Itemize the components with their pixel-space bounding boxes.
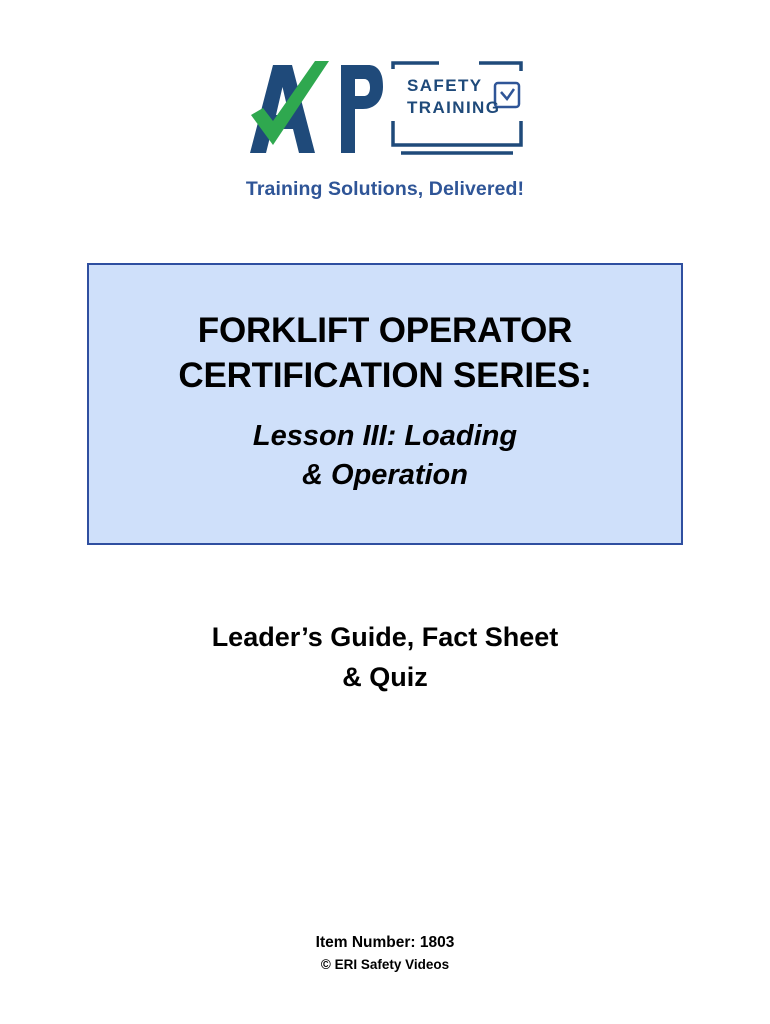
safety-training-lockup: [387, 61, 527, 153]
document-subtitle: [85, 617, 685, 698]
logo-tagline: Training Solutions, Delivered!: [245, 178, 525, 200]
subtitle-line-2: & Operation: [302, 458, 468, 491]
title-line-1: FORKLIFT OPERATOR: [197, 311, 573, 350]
document-subtitle-line-2: & Quiz: [342, 662, 428, 693]
svg-text:TRAINING: TRAINING: [407, 98, 501, 117]
title-box: [87, 263, 683, 545]
document-subtitle-line-1: Leader’s Guide, Fact Sheet: [211, 621, 559, 652]
ap-monogram-icon: [243, 53, 383, 161]
logo-row: [243, 52, 527, 162]
subtitle-line-1: Lesson III: Loading: [252, 419, 518, 452]
title-line-2: CERTIFICATION SERIES:: [178, 355, 592, 395]
page-footer: [0, 932, 770, 976]
copyright-notice: © ERI Safety Videos: [320, 957, 450, 973]
item-number: Item Number: 1803: [315, 933, 455, 951]
svg-text:SAFETY: SAFETY: [407, 76, 483, 95]
brand-logo: [235, 52, 535, 201]
